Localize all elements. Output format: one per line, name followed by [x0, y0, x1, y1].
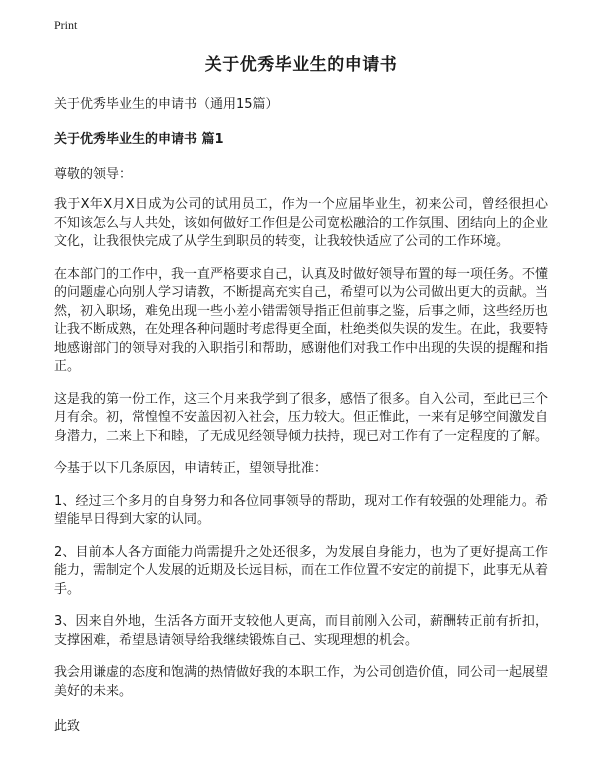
paragraph-request: 今基于以下几条原因，申请转正，望领导批准：: [54, 461, 328, 476]
paragraph-reason-2: 2、目前本人各方面能力尚需提升之处还很多，为发展自身能力，也为了更好提高工作能力，需制定个人发展的近期及长远目标，而在工作位置不安定的前提下，此事无从着手。: [54, 544, 549, 597]
document-subtitle: 关于优秀毕业生的申请书（通用15篇）: [54, 97, 279, 112]
document-page: [54, 50, 548, 734]
closing: 此致: [54, 719, 81, 734]
section-heading: 关于优秀毕业生的申请书 篇1: [54, 132, 224, 147]
paragraph-reason-1: 1、经过三个多月的自身努力和各位同事领导的帮助，现对工作有较强的处理能力。希望能早日得到大家的认同。: [54, 493, 548, 527]
document-title: 关于优秀毕业生的申请书: [204, 55, 398, 75]
paragraph-reason-3: 3、因来自外地，生活各方面开支较他人更高，而目前刚入公司，薪酬转正前有折扣，支撑困难，希望恳请领导给我继续锻炼自己、实现理想的机会。: [54, 614, 548, 648]
salutation: 尊敬的领导：: [54, 167, 133, 182]
paragraph-experience: 这是我的第一份工作，这三个月来我学到了很多，感悟了很多。自入公司，至此已三个月有余。初，常惶惶不安盖因初入社会，压力较大。但正惟此，一来有足够空间激发自身潜力，二来上下和睦，了无成见经领导倾力扶持，现已对工作有了一定程度的了解。: [54, 391, 549, 444]
paragraph-commitment: 我会用谦虚的态度和饱满的热情做好我的本职工作，为公司创造价值，同公司一起展望美好的未来。: [54, 665, 549, 699]
print-link[interactable]: Print: [54, 18, 78, 32]
paragraph-intro: 我于X年X月X日成为公司的试用员工，作为一个应届毕业生，初来公司，曾经很担心不知该怎么与人共处，该如何做好工作但是公司宽松融洽的工作氛围、团结向上的企业文化，让我很快完成了从学生到职员的转变，让我较快适应了公司的工作环境。: [54, 197, 549, 249]
paragraph-work: 在本部门的工作中，我一直严格要求自己，认真及时做好领导布置的每一项任务。不懂的问题虚心向别人学习请教，不断提高充实自己，希望可以为公司做出更大的贡献。当然，初入职场，难免出现一些小差小错需领导指正但前事之鉴，后事之师，这些经历也让我不断成熟，在处理各种问题时考虑得更全面，杜绝类似失误的发生。在此，我要特地感谢部门的领导对我的入职指引和帮助，感谢他们对我工作中出现的失误的提醒和指正。: [54, 266, 549, 374]
